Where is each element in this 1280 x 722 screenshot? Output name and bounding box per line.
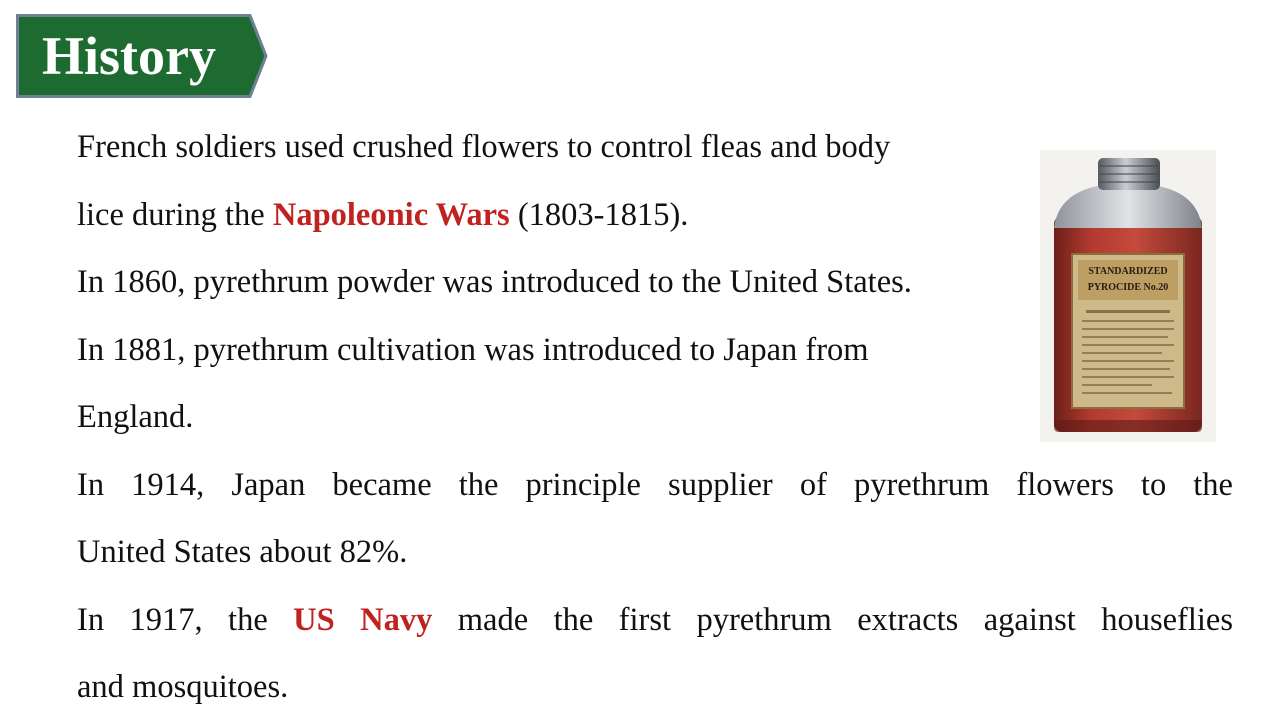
paragraph-1-line-1: French soldiers used crushed flowers to control fleas and body bbox=[77, 129, 891, 165]
page-title: History bbox=[42, 26, 216, 86]
paragraph-3-line-1: In 1881, pyrethrum cultivation was introduced to Japan from bbox=[77, 331, 869, 368]
paragraph-4-line-1: In 1914, Japan became the principle supplier of pyrethrum flowers to the bbox=[77, 466, 1233, 503]
paragraph-5-text-before: In 1917, the bbox=[77, 601, 294, 638]
paragraph-3-line-2: England. bbox=[77, 399, 194, 435]
paragraph-2: In 1860, pyrethrum powder was introduced to the United States. bbox=[77, 264, 912, 300]
paragraph-1-text-after: (1803-1815). bbox=[509, 196, 689, 233]
paragraph-5-text-after: made the first pyrethrum extracts against houseflies bbox=[457, 601, 1233, 638]
title-banner bbox=[16, 14, 268, 98]
paragraph-4-line-2: United States about 82%. bbox=[77, 534, 408, 570]
highlight-napoleonic-wars: Napoleonic Wars bbox=[272, 196, 510, 233]
can-label-line-2: PYROCIDE No.20 bbox=[1087, 282, 1169, 293]
can-label-line-1: STANDARDIZED bbox=[1088, 266, 1168, 277]
highlight-us-navy: US Navy bbox=[293, 601, 433, 638]
pyrocide-can-illustration bbox=[1040, 150, 1216, 442]
paragraph-5-line-1 bbox=[77, 587, 1233, 655]
paragraph-5-line-2: and mosquitoes. bbox=[77, 669, 289, 705]
pyrocide-can-image bbox=[1040, 150, 1216, 442]
paragraph-1-text-before: lice during the bbox=[77, 196, 273, 233]
